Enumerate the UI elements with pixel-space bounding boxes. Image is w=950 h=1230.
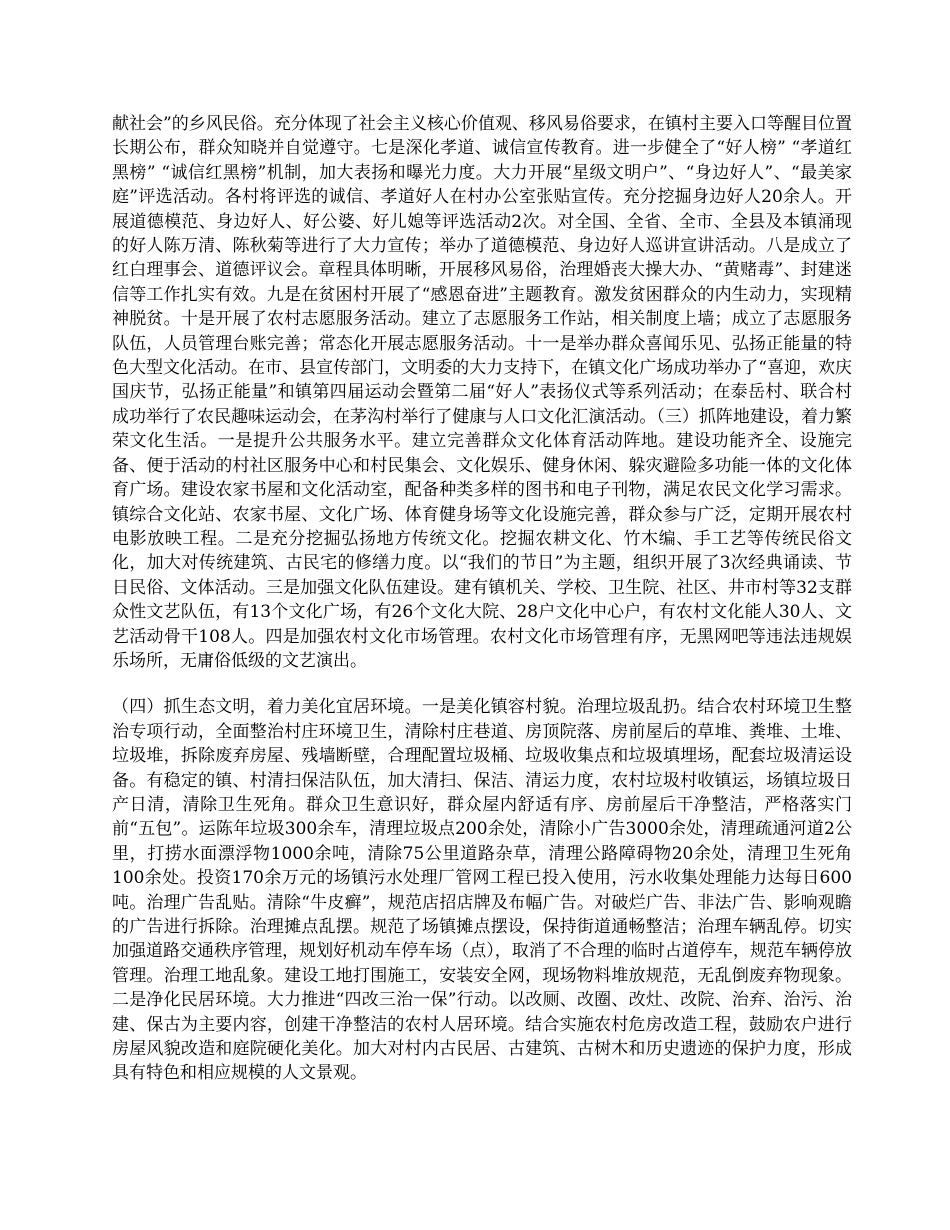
paragraph-ecology-section: （四）抓生态文明，着力美化宜居环境。一是美化镇容村貌。治理垃圾乱扔。结合农村环境卫生整治专项行动，全面整治村庄环境卫生，清除村庄巷道、房顶院落、房前屋后的草堆、粪堆、土堆、垃圾堆，拆除废弃房屋、残墙断壁，合理配置垃圾桶、垃圾收集点和垃圾填埋场，配套垃圾清运设备。有稳定的镇、村清扫保洁队伍，加大清扫、保洁、清运力度，农村垃圾村收镇运，场镇垃圾日产日清，清除卫生死角。群众卫生意识好，群众屋内舒适有序、房前屋后干净整洁，严格落实门前“五包”。运陈年垃圾300余车，清理垃圾点200余处，清除小广告3000余处，清理疏通河道2公里，打捞水面漂浮物1000余吨，清除75公里道路杂草，清理公路障碍物20余处，清理卫生死角100余处。投资170余万元的场镇污水处理厂管网工程已投入使用，污水收集处理能力达每日600吨。治理广告乱贴。清除“牛皮癣”，规范店招店牌及布幅广告。对破烂广告、非法广告、影响观瞻的广告进行拆除。治理摊点乱摆。规范了场镇摊点摆设，保持街道通畅整洁；治理车辆乱停。切实加强道路交通秩序管理，规划好机动车停车场（点），取消了不合理的临时占道停车，规范车辆停放管理。治理工地乱象。建设工地打围施工，安装安全网，现场物料堆放规范，无乱倒废弃物现象。二是净化民居环境。大力推进“四改三治一保”行动。以改厕、改圈、改灶、改院、治弃、治污、治建、保古为主要内容，创建干净整洁的农村人居环境。结合实施农村危房改造工程，鼓励农户进行房屋风貌改造和庭院硬化美化。加大对村内古民居、古建筑、古树木和历史遗迹的保护力度，形成具有特色和相应规模的人文景观。 <box>112 697 852 1084</box>
paragraph-culture-section: 献社会”的乡风民俗。充分体现了社会主义核心价值观、移风易俗要求，在镇村主要入口等醒目位置长期公布，群众知晓并自觉遵守。七是深化孝道、诚信宣传教育。进一步健全了“好人榜” “孝道红黑榜” “诚信红黑榜”机制，加大表扬和曝光力度。大力开展“星级文明户”、“身边好人”、“最美家庭”评选活动。各村将评选的诚信、孝道好人在村办公室张贴宣传。充分挖掘身边好人20余人。开展道德模范、身边好人、好公婆、好儿媳等评选活动2次。对全国、全省、全市、全县及本镇涌现的好人陈万清、陈秋菊等进行了大力宣传；举办了道德模范、身边好人巡讲宣讲活动。八是成立了红白理事会、道德评议会。章程具体明晰，开展移风易俗，治理婚丧大操大办、“黄赌毒”、封建迷信等工作扎实有效。九是在贫困村开展了“感恩奋进”主题教育。激发贫困群众的内生动力，实现精神脱贫。十是开展了农村志愿服务活动。建立了志愿服务工作站，相关制度上墙；成立了志愿服务队伍，人员管理台账完善；常态化开展志愿服务活动。十一是举办群众喜闻乐见、弘扬正能量的特色大型文化活动。在市、县宣传部门，文明委的大力支持下，在镇文化广场成功举办了“喜迎，欢庆国庆节，弘扬正能量”和镇第四届运动会暨第二届“好人”表扬仪式等系列活动；在泰岳村、联合村成功举行了农民趣味运动会，在茅沟村举行了健康与人口文化汇演活动。（三）抓阵地建设，着力繁荣文化生活。一是提升公共服务水平。建立完善群众文化体育活动阵地。建设功能齐全、设施完备、便于活动的村社区服务中心和村民集会、文化娱乐、健身休闲、躲灾避险多功能一体的文化体育广场。建设农家书屋和文化活动室，配备种类多样的图书和电子刊物，满足农民文化学习需求。镇综合文化站、农家书屋、文化广场、体育健身场等文化设施完善，群众参与广泛，定期开展农村电影放映工程。二是充分挖掘弘扬地方传统文化。挖掘农耕文化、竹木编、手工艺等传统民俗文化，加大对传统建筑、古民宅的修缮力度。以“我们的节日”为主题，组织开展了3次经典诵读、节日民俗、文体活动。三是加强文化队伍建设。建有镇机关、学校、卫生院、社区、井市村等32支群众性文艺队伍，有13个文化广场，有26个文化大院、28户文化中心户，有农村文化能人30人、文艺活动骨干108人。四是加强农村文化市场管理。农村文化市场管理有序，无黑网吧等违法违规娱乐场所，无庸俗低级的文艺演出。 <box>112 114 852 671</box>
document-page <box>112 112 852 1086</box>
